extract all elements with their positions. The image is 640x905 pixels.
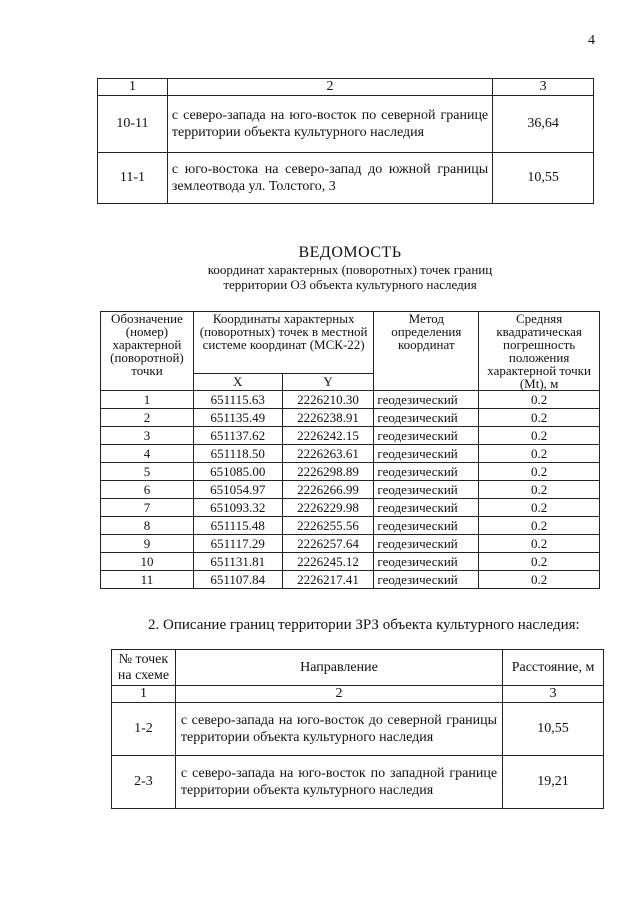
coord-error: 0.2 [479,517,600,535]
coord-error: 0.2 [479,499,600,517]
vedomost-subtitle: территории ОЗ объекта культурного наследия [223,277,477,292]
segment-direction: с юго-востока на северо-запад до южной границы землеотвода ул. Толстого, 3 [167,153,492,204]
point-number: 8 [101,517,194,535]
coord-y: 2226263.61 [282,445,374,463]
coord-y: 2226210.30 [282,391,374,409]
coord-x: 651107.84 [193,571,282,589]
coord-method: геодезический [374,409,479,427]
boundary-table-continued [97,78,594,204]
table-row [112,756,604,809]
point-number: 7 [101,499,194,517]
coord-y: 2226242.15 [282,427,374,445]
coord-x: 651085.00 [193,463,282,481]
table-header-row [98,79,594,96]
coord-x: 651135.49 [193,409,282,427]
table-row [101,391,600,409]
table-row [101,427,600,445]
coord-method: геодезический [374,553,479,571]
header-num: № точек на схеме [112,650,176,686]
coord-x: 651054.97 [193,481,282,499]
segment-direction: с северо-запада на юго-восток по западной границе территории объекта культурного наследия [175,756,502,809]
segment-number: 11-1 [98,153,168,204]
header-cell: 1 [98,79,168,96]
zrz-boundary-table [111,649,604,809]
segment-distance: 10,55 [493,153,594,204]
table-row [101,481,600,499]
page-number: 4 [588,33,595,48]
table-row [98,153,594,204]
coord-y: 2226257.64 [282,535,374,553]
segment-direction: с северо-запада на юго-восток по северной границе территории объекта культурного наследия [167,96,492,153]
table-row [101,517,600,535]
segment-direction: с северо-запада на юго-восток до северной границы территории объекта культурного наследия [175,703,502,756]
segment-number: 2-3 [112,756,176,809]
table-header-row [101,312,600,374]
coord-method: геодезический [374,445,479,463]
segment-distance: 19,21 [503,756,604,809]
coord-x: 651115.63 [193,391,282,409]
coord-y: 2226217.41 [282,571,374,589]
coord-y: 2226266.99 [282,481,374,499]
table-header-row [112,686,604,703]
point-number: 3 [101,427,194,445]
table-row [101,445,600,463]
header-error: Средняя квадратическая погрешность положения характерной точки (Mt), м [479,312,600,391]
header-cell: 1 [112,686,176,703]
coord-y: 2226238.91 [282,409,374,427]
coord-method: геодезический [374,427,479,445]
coord-method: геодезический [374,391,479,409]
table-row [112,703,604,756]
header-cell: 2 [175,686,502,703]
coord-error: 0.2 [479,553,600,571]
coord-x: 651117.29 [193,535,282,553]
section-2-title: 2. Описание границ территории ЗРЗ объекта культурного наследия: [148,617,580,633]
table-row [101,463,600,481]
segment-distance: 36,64 [493,96,594,153]
point-number: 4 [101,445,194,463]
coord-y: 2226245.12 [282,553,374,571]
table-row [101,409,600,427]
coord-x: 651131.81 [193,553,282,571]
header-direction: Направление [175,650,502,686]
header-cell: 2 [167,79,492,96]
coord-method: геодезический [374,463,479,481]
coord-error: 0.2 [479,571,600,589]
segment-number: 1-2 [112,703,176,756]
vedomost-title: ВЕДОМОСТЬ [298,244,402,261]
coord-y: 2226229.98 [282,499,374,517]
point-number: 6 [101,481,194,499]
header-coordinates: Координаты характерных (поворотных) точек в местной системе координат (МСК-22) [193,312,374,374]
point-number: 5 [101,463,194,481]
table-row [101,535,600,553]
header-method: Метод определения координат [374,312,479,391]
coord-method: геодезический [374,499,479,517]
segment-number: 10-11 [98,96,168,153]
coord-x: 651118.50 [193,445,282,463]
table-row [101,499,600,517]
table-row [101,553,600,571]
segment-distance: 10,55 [503,703,604,756]
header-x: X [193,373,282,390]
coord-error: 0.2 [479,535,600,553]
coord-error: 0.2 [479,481,600,499]
coord-method: геодезический [374,517,479,535]
coord-method: геодезический [374,535,479,553]
vedomost-subtitle: координат характерных (поворотных) точек границ [207,262,493,277]
header-point: Обозначение (номер) характерной (поворотной) точки [101,312,194,391]
table-row [101,571,600,589]
point-number: 11 [101,571,194,589]
header-cell: 3 [493,79,594,96]
coord-error: 0.2 [479,391,600,409]
header-cell: 3 [503,686,604,703]
coordinates-table [100,311,600,589]
table-row [98,96,594,153]
header-distance: Расстояние, м [503,650,604,686]
coord-x: 651137.62 [193,427,282,445]
coord-method: геодезический [374,571,479,589]
coord-method: геодезический [374,481,479,499]
coord-error: 0.2 [479,427,600,445]
header-y: Y [282,373,374,390]
coord-error: 0.2 [479,409,600,427]
point-number: 10 [101,553,194,571]
coord-error: 0.2 [479,463,600,481]
coordinates-body [101,391,600,589]
coord-x: 651093.32 [193,499,282,517]
coord-y: 2226298.89 [282,463,374,481]
point-number: 2 [101,409,194,427]
coord-y: 2226255.56 [282,517,374,535]
coord-error: 0.2 [479,445,600,463]
table-header-row [112,650,604,686]
point-number: 1 [101,391,194,409]
coord-x: 651115.48 [193,517,282,535]
point-number: 9 [101,535,194,553]
